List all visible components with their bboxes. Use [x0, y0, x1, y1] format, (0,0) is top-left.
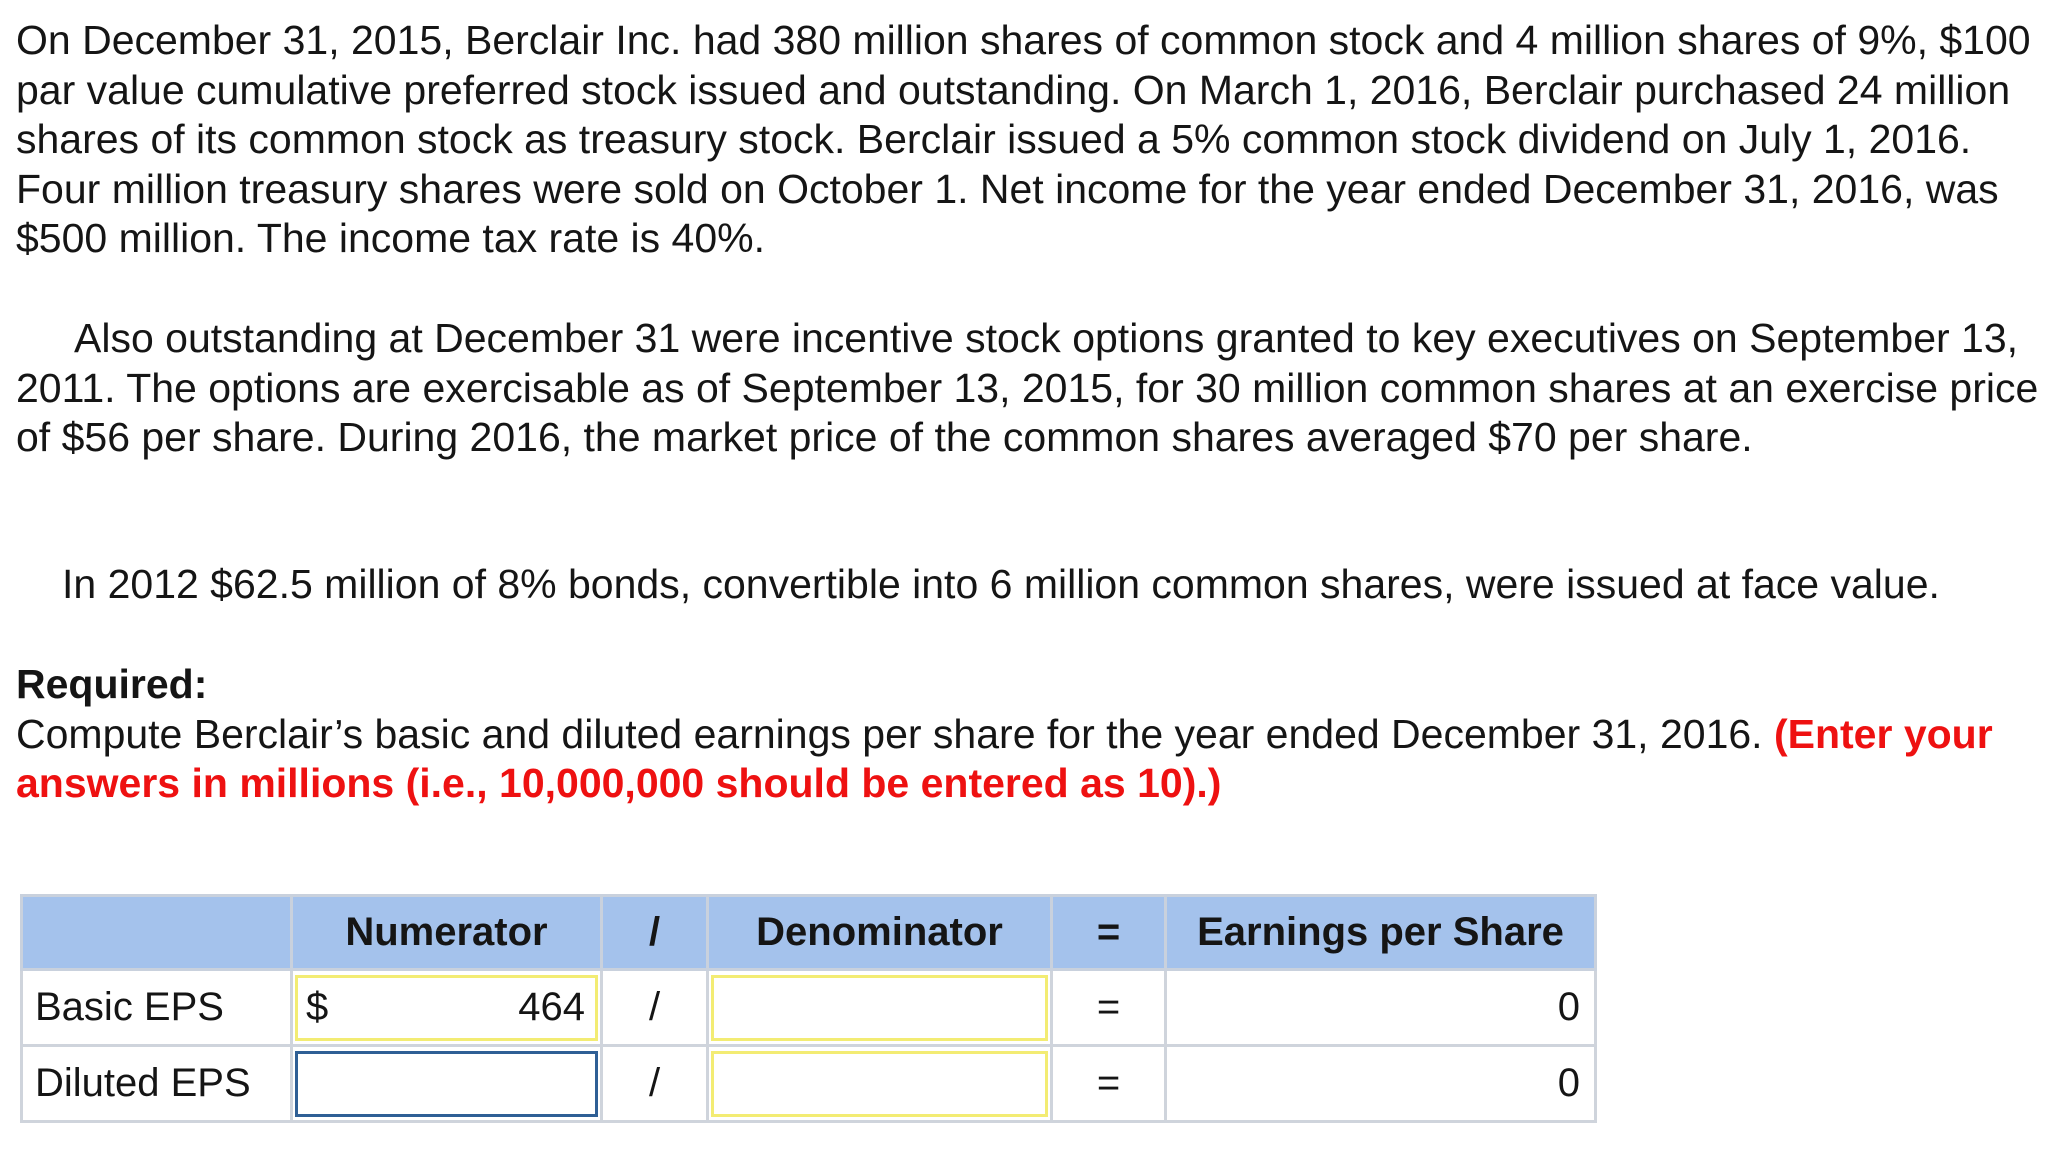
- eps-table: [20, 894, 1597, 1123]
- header-divide: /: [602, 896, 708, 970]
- required-text: Compute Berclair’s basic and diluted earnings per share for the year ended December 31, 2016.: [16, 710, 1763, 757]
- row-label: Basic EPS: [22, 970, 292, 1046]
- required-note: (Enter your answers in millions (i.e., 10,000,000 should be entered as 10).): [16, 710, 1993, 806]
- row-label: Diluted EPS: [22, 1046, 292, 1122]
- numerator-value: 464: [518, 985, 585, 1029]
- required-label: Required:: [16, 661, 208, 707]
- header-eps: Earnings per Share: [1166, 896, 1596, 970]
- divide-symbol: /: [602, 1046, 708, 1122]
- required-section: [16, 660, 2036, 809]
- equals-symbol: =: [1052, 970, 1166, 1046]
- divide-symbol: /: [602, 970, 708, 1046]
- basic-eps-result: 0: [1166, 970, 1596, 1046]
- problem-paragraph-3: In 2012 $62.5 million of 8% bonds, convertible into 6 million common shares, were issued at face value.: [62, 561, 1940, 607]
- basic-denominator-input[interactable]: [711, 975, 1048, 1041]
- numerator-cell: [292, 970, 602, 1046]
- numerator-cell: [292, 1046, 602, 1122]
- header-numerator: Numerator: [292, 896, 602, 970]
- currency-symbol: $: [306, 985, 329, 1029]
- denominator-cell: [708, 970, 1052, 1046]
- table-row-diluted-eps: [22, 1046, 1596, 1122]
- denominator-cell: [708, 1046, 1052, 1122]
- basic-numerator-input[interactable]: [295, 975, 598, 1041]
- diluted-denominator-input[interactable]: [711, 1051, 1048, 1117]
- table-header-row: [22, 896, 1596, 970]
- header-denominator: Denominator: [708, 896, 1052, 970]
- table-row-basic-eps: [22, 970, 1596, 1046]
- diluted-eps-result: 0: [1166, 1046, 1596, 1122]
- problem-paragraph-2: Also outstanding at December 31 were incentive stock options granted to key executives on September 13, 2011. The options are exercisable as of September 13, 2015, for 30 million common shares at an exercise price of $56 per share. During 2016, the market price of the common shares averaged $70 per share.: [16, 315, 2039, 460]
- diluted-numerator-input[interactable]: [295, 1051, 598, 1117]
- header-equals: =: [1052, 896, 1166, 970]
- header-label: [22, 896, 292, 970]
- problem-paragraph-1: On December 31, 2015, Berclair Inc. had 380 million shares of common stock and 4 million shares of 9%, $100 par value cumulative preferred stock issued and outstanding. On March 1, 2016, Berclair purchased 24 million shares of its common stock as treasury stock. Berclair issued a 5% common stock dividend on July 1, 2016. Four million treasury shares were sold on October 1. Net income for the year ended December 31, 2016, was $500 million. The income tax rate is 40%.: [16, 17, 2031, 261]
- equals-symbol: =: [1052, 1046, 1166, 1122]
